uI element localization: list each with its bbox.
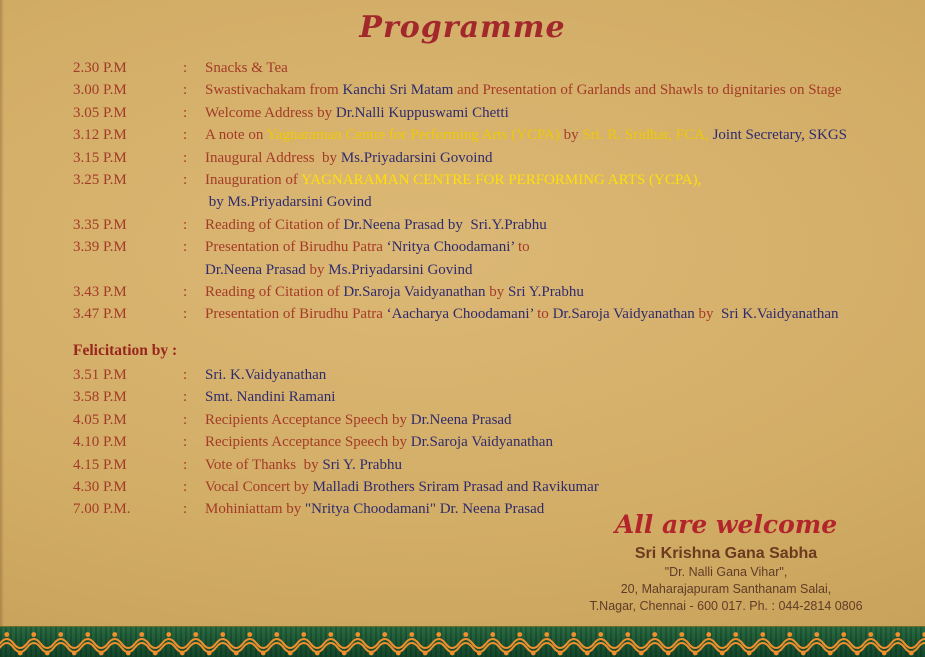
colon-separator: : (183, 104, 188, 121)
text-segment: YAGNARAMAN CENTRE FOR PERFORMING ARTS (YCPA), (301, 172, 702, 189)
description-line (205, 454, 901, 476)
felicitation-heading: Felicitation by : (73, 342, 178, 359)
programme-row (73, 79, 901, 101)
page-title: Programme (359, 10, 566, 45)
time-label: 3.35 P.M (73, 216, 127, 233)
text-segment: by (489, 284, 508, 301)
text-segment: Dr.Neena Prasad (410, 411, 512, 428)
time-label: 3.58 P.M (73, 389, 127, 406)
colon-separator: : (183, 367, 188, 383)
wave-ornament-pattern (0, 627, 925, 657)
colon-separator: : (183, 479, 188, 496)
text-segment: Sri Y. Prabhu (322, 456, 402, 473)
description-line (205, 281, 901, 303)
text-segment: Dr.Neena Prasad by Sri.Y.Prabhu (343, 216, 547, 233)
colon-separator: : (183, 389, 188, 406)
programme-row (73, 364, 901, 386)
text-segment: Mohiniattam by (205, 501, 305, 518)
text-segment: Swastivachakam from (205, 82, 343, 99)
description-line (205, 303, 901, 325)
text-segment: Kanchi Sri Matam (342, 82, 454, 99)
description-line (205, 236, 901, 258)
text-segment: by Ms.Priyadarsini Govind (205, 194, 372, 211)
programme-row (73, 214, 901, 236)
programme-row (73, 236, 901, 281)
text-segment: "Nritya Choodamani" Dr. Neena Prasad (305, 501, 545, 518)
programme-row (73, 303, 901, 325)
text-segment: Reading of Citation of (205, 216, 344, 233)
description-line (205, 147, 901, 169)
text-segment: Dr.Saroja Vaidyanathan (343, 284, 490, 301)
text-segment: Presentation of Birudhu Patra (205, 306, 387, 323)
row-description (205, 303, 901, 325)
description-line (205, 214, 901, 236)
programme-row (73, 476, 901, 498)
time-label: 4.10 P.M (73, 434, 127, 451)
row-description (205, 409, 901, 431)
text-segment: Welcome Address by (205, 104, 336, 121)
colon-separator: : (183, 172, 188, 189)
description-line (205, 431, 901, 453)
time-label: 7.00 P.M. (73, 501, 131, 518)
time-label: 4.15 P.M (73, 456, 127, 473)
welcome-note: All are welcome (614, 510, 838, 539)
colon-separator: : (183, 306, 188, 323)
programme-row (73, 147, 901, 169)
text-segment: Sri Y.Prabhu (508, 284, 584, 301)
text-segment: Smt. Nandini Ramani (205, 389, 336, 406)
text-segment: Dr.Neena Prasad (205, 261, 310, 278)
time-label: 4.05 P.M (73, 411, 127, 428)
row-description (205, 386, 901, 408)
colon-separator: : (183, 60, 188, 76)
time-label: 3.39 P.M (73, 239, 127, 256)
time-label: 3.15 P.M (73, 149, 127, 166)
colon-separator: : (183, 82, 188, 99)
address-line: 20, Maharajapuram Santhanam Salai, (620, 581, 832, 596)
text-segment: Ms.Priyadarsini Govoind (340, 149, 493, 166)
time-label: 3.05 P.M (73, 104, 127, 121)
colon-separator: : (183, 239, 188, 256)
text-segment: by (309, 261, 329, 278)
programme-row (73, 57, 901, 79)
description-line (205, 169, 901, 191)
row-description (205, 364, 901, 386)
text-segment: Reading of Citation of (205, 284, 344, 301)
text-segment: Malladi Brothers Sriram Prasad and Ravikumar (312, 479, 599, 496)
row-description (205, 214, 901, 236)
description-line (205, 102, 901, 124)
colon-separator: : (183, 456, 188, 473)
description-line (205, 409, 901, 431)
footer-block (576, 509, 876, 614)
text-segment: Vocal Concert by (205, 479, 313, 496)
felicitation-schedule-list (73, 364, 901, 521)
main-schedule-list (73, 57, 901, 326)
text-segment: Ms.Priyadarsini Govind (328, 261, 473, 278)
text-segment: ‘Aacharya Choodamani’ (386, 306, 534, 323)
time-label: 3.43 P.M (73, 284, 127, 301)
row-description (205, 79, 901, 101)
colon-separator: : (183, 501, 188, 518)
description-line (205, 79, 901, 101)
bottom-ornamental-border (0, 626, 925, 657)
description-line (205, 191, 901, 213)
text-segment: Presentation of Birudhu Patra (205, 239, 387, 256)
text-segment: Inaugural Address by (205, 149, 341, 166)
programme-row (73, 169, 901, 214)
text-segment: and Presentation of Garlands and Shawls to dignitaries on Stage (453, 82, 842, 99)
text-segment: Snacks & Tea (205, 60, 288, 76)
description-line (205, 124, 901, 146)
row-description (205, 57, 901, 79)
time-label: 4.30 P.M (73, 479, 127, 496)
text-segment: Sri. K.Vaidyanathan (205, 367, 327, 383)
colon-separator: : (183, 284, 188, 301)
description-line (205, 364, 901, 386)
row-description (205, 476, 901, 498)
address-line: T.Nagar, Chennai - 600 017. Ph. : 044-2814 0806 (589, 598, 863, 613)
description-line (205, 386, 901, 408)
row-description (205, 102, 901, 124)
text-segment: Recipients Acceptance Speech by (205, 411, 411, 428)
time-label: 3.25 P.M (73, 172, 127, 189)
time-label: 3.12 P.M (73, 127, 127, 144)
programme-row (73, 431, 901, 453)
programme-row (73, 386, 901, 408)
row-description (205, 169, 901, 214)
row-description (205, 124, 901, 146)
colon-separator: : (183, 149, 188, 166)
time-label: 3.51 P.M (73, 367, 127, 383)
row-description (205, 431, 901, 453)
text-segment: Sri K.Vaidyanathan (717, 306, 839, 323)
text-segment: A note on (205, 127, 267, 144)
time-label: 2.30 P.M (73, 60, 127, 76)
text-segment: to (514, 239, 530, 256)
text-segment: by (698, 306, 718, 323)
text-segment: Dr.Nalli Kuppuswami Chetti (335, 104, 509, 121)
text-segment: by (559, 127, 583, 144)
time-label: 3.00 P.M (73, 82, 127, 99)
text-segment: ‘Nritya Choodamani’ (386, 239, 515, 256)
colon-separator: : (183, 127, 188, 144)
text-segment: Joint Secretary, SKGS (708, 127, 848, 144)
text-segment: Sri. R. Sridhar, FCA, (582, 127, 709, 144)
programme-row (73, 409, 901, 431)
text-segment: Dr.Saroja Vaidyanathan (410, 434, 553, 451)
text-segment: Yagnaraman Centre for Performing Arts (YCPA) (266, 127, 560, 144)
text-segment: Inauguration of (205, 172, 302, 189)
text-segment: Recipients Acceptance Speech by (205, 434, 411, 451)
description-line (205, 57, 901, 79)
time-label: 3.47 P.M (73, 306, 127, 323)
colon-separator: : (183, 434, 188, 451)
programme-row (73, 102, 901, 124)
description-line (205, 476, 901, 498)
organization-name: Sri Krishna Gana Sabha (634, 545, 818, 562)
programme-row (73, 454, 901, 476)
row-description (205, 147, 901, 169)
text-segment: to (533, 306, 553, 323)
text-segment: Vote of Thanks by (205, 456, 323, 473)
address-line: "Dr. Nalli Gana Vihar", (664, 565, 788, 579)
description-line (205, 259, 901, 281)
row-description (205, 454, 901, 476)
programme-row (73, 281, 901, 303)
text-segment: Dr.Saroja Vaidyanathan (552, 306, 699, 323)
row-description (205, 281, 901, 303)
row-description (205, 236, 901, 281)
colon-separator: : (183, 216, 188, 233)
programme-row (73, 124, 901, 146)
colon-separator: : (183, 411, 188, 428)
